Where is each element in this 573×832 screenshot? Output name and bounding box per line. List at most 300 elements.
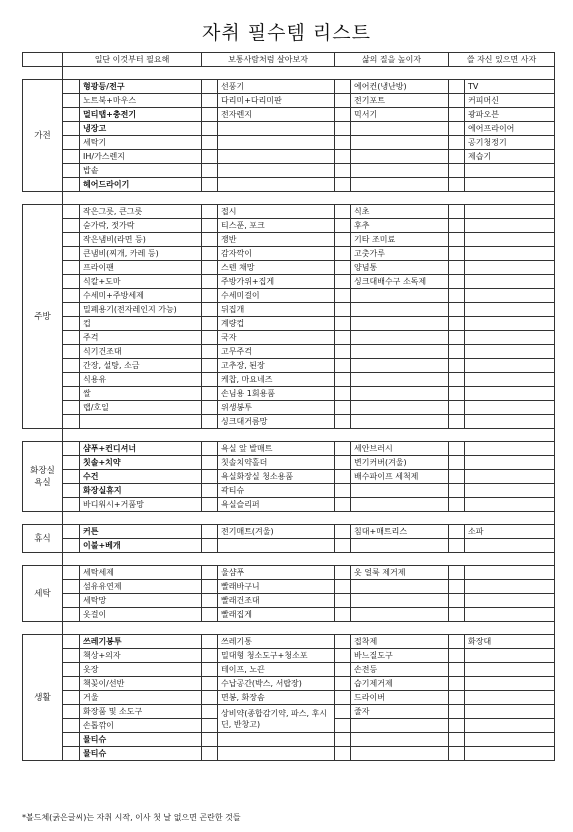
checkbox-cell[interactable] bbox=[63, 122, 80, 136]
checkbox-cell[interactable] bbox=[449, 733, 465, 747]
item-cell: 세탁세제 bbox=[80, 566, 202, 580]
item-cell: 수세미걸이 bbox=[218, 289, 335, 303]
item-cell: 상비약(종합감기약, 파스, 후시딘, 반창고) bbox=[218, 705, 335, 733]
checkbox-cell[interactable] bbox=[449, 594, 465, 608]
checkbox-cell[interactable] bbox=[63, 150, 80, 164]
section-gap bbox=[23, 429, 555, 442]
checkbox-cell[interactable] bbox=[202, 580, 218, 594]
checkbox-cell[interactable] bbox=[63, 247, 80, 261]
item-cell: 주방가위+집게 bbox=[218, 275, 335, 289]
checkbox-cell[interactable] bbox=[63, 663, 80, 677]
checkbox-cell[interactable] bbox=[335, 345, 351, 359]
checkbox-cell[interactable] bbox=[335, 80, 351, 94]
item-cell: 바느질도구 bbox=[351, 649, 449, 663]
checkbox-cell[interactable] bbox=[449, 691, 465, 705]
checkbox-cell[interactable] bbox=[335, 649, 351, 663]
checkbox-cell[interactable] bbox=[63, 401, 80, 415]
checkbox-cell[interactable] bbox=[335, 456, 351, 470]
list-row bbox=[23, 247, 555, 261]
item-cell: 멀티탭+충전기 bbox=[80, 108, 202, 122]
checkbox-cell[interactable] bbox=[63, 373, 80, 387]
checkbox-cell[interactable] bbox=[335, 150, 351, 164]
checkbox-cell[interactable] bbox=[449, 317, 465, 331]
checkbox-cell[interactable] bbox=[202, 233, 218, 247]
checkbox-cell[interactable] bbox=[202, 219, 218, 233]
column-header: 쓸 자신 있으면 사자 bbox=[449, 53, 555, 67]
item-cell bbox=[351, 359, 449, 373]
checkbox-cell[interactable] bbox=[335, 442, 351, 456]
list-row bbox=[23, 205, 555, 219]
item-cell: 수건 bbox=[80, 470, 202, 484]
checkbox-cell[interactable] bbox=[63, 608, 80, 622]
item-cell bbox=[465, 415, 555, 429]
checkbox-cell[interactable] bbox=[449, 635, 465, 649]
checkbox-cell[interactable] bbox=[449, 456, 465, 470]
checkbox-cell[interactable] bbox=[335, 387, 351, 401]
item-cell bbox=[351, 733, 449, 747]
item-cell: 에어컨(냉난방) bbox=[351, 80, 449, 94]
checkbox-cell[interactable] bbox=[335, 275, 351, 289]
checkbox-cell[interactable] bbox=[449, 331, 465, 345]
checkbox-cell[interactable] bbox=[449, 663, 465, 677]
checkbox-cell[interactable] bbox=[449, 580, 465, 594]
item-cell: 빨래건조대 bbox=[218, 594, 335, 608]
list-row bbox=[23, 635, 555, 649]
checkbox-cell[interactable] bbox=[202, 108, 218, 122]
item-cell bbox=[218, 136, 335, 150]
checkbox-cell[interactable] bbox=[202, 303, 218, 317]
checkbox-cell[interactable] bbox=[449, 205, 465, 219]
checkbox-cell[interactable] bbox=[335, 484, 351, 498]
checkbox-cell[interactable] bbox=[335, 233, 351, 247]
checkbox-cell[interactable] bbox=[202, 484, 218, 498]
checkbox-cell[interactable] bbox=[202, 608, 218, 622]
checkbox-cell[interactable] bbox=[335, 691, 351, 705]
checkbox-cell[interactable] bbox=[202, 359, 218, 373]
checkbox-cell[interactable] bbox=[63, 136, 80, 150]
checkbox-cell[interactable] bbox=[335, 359, 351, 373]
list-row bbox=[23, 456, 555, 470]
checkbox-cell[interactable] bbox=[63, 178, 80, 192]
list-row bbox=[23, 387, 555, 401]
checkbox-cell[interactable] bbox=[449, 247, 465, 261]
checkbox-cell[interactable] bbox=[202, 677, 218, 691]
section-gap bbox=[23, 512, 555, 525]
checkbox-cell[interactable] bbox=[63, 108, 80, 122]
item-cell bbox=[465, 401, 555, 415]
checkbox-cell[interactable] bbox=[202, 705, 218, 719]
checkbox-cell[interactable] bbox=[202, 456, 218, 470]
checkbox-cell[interactable] bbox=[449, 387, 465, 401]
checkbox-cell[interactable] bbox=[63, 470, 80, 484]
gap-cell bbox=[63, 67, 555, 80]
checkbox-cell[interactable] bbox=[335, 373, 351, 387]
checkbox-cell[interactable] bbox=[449, 94, 465, 108]
checkbox-cell[interactable] bbox=[335, 498, 351, 512]
item-cell: 소파 bbox=[465, 525, 555, 539]
checkbox-cell[interactable] bbox=[202, 635, 218, 649]
item-cell: 제습기 bbox=[465, 150, 555, 164]
item-cell: 커튼 bbox=[80, 525, 202, 539]
item-cell bbox=[465, 719, 555, 733]
item-cell: 냉장고 bbox=[80, 122, 202, 136]
item-cell bbox=[218, 164, 335, 178]
checkbox-cell[interactable] bbox=[202, 275, 218, 289]
checkbox-cell[interactable] bbox=[202, 94, 218, 108]
checkbox-cell[interactable] bbox=[335, 164, 351, 178]
checkbox-cell[interactable] bbox=[449, 122, 465, 136]
list-row bbox=[23, 580, 555, 594]
section-label: 주방 bbox=[23, 205, 63, 429]
list-row bbox=[23, 566, 555, 580]
item-cell bbox=[351, 178, 449, 192]
checkbox-cell[interactable] bbox=[335, 289, 351, 303]
checkbox-cell[interactable] bbox=[63, 261, 80, 275]
item-cell bbox=[465, 484, 555, 498]
item-cell: 티스푼, 포크 bbox=[218, 219, 335, 233]
checkbox-cell[interactable] bbox=[335, 401, 351, 415]
item-cell: 침대+매트리스 bbox=[351, 525, 449, 539]
item-cell bbox=[465, 608, 555, 622]
item-cell: 물티슈 bbox=[80, 747, 202, 761]
checkbox-cell[interactable] bbox=[63, 677, 80, 691]
list-row bbox=[23, 94, 555, 108]
list-row bbox=[23, 178, 555, 192]
checkbox-cell[interactable] bbox=[449, 470, 465, 484]
checkbox-cell[interactable] bbox=[449, 261, 465, 275]
checkbox-cell[interactable] bbox=[63, 566, 80, 580]
checkbox-cell[interactable] bbox=[63, 442, 80, 456]
checkbox-cell[interactable] bbox=[202, 539, 218, 553]
checkbox-cell[interactable] bbox=[63, 484, 80, 498]
checkbox-cell[interactable] bbox=[335, 705, 351, 719]
checkbox-cell[interactable] bbox=[63, 580, 80, 594]
checkbox-cell[interactable] bbox=[449, 415, 465, 429]
list-row bbox=[23, 373, 555, 387]
checkbox-cell[interactable] bbox=[202, 164, 218, 178]
list-row bbox=[23, 663, 555, 677]
column-header: 일단 이것부터 필요해 bbox=[63, 53, 202, 67]
checkbox-cell[interactable] bbox=[63, 539, 80, 553]
checkbox-cell[interactable] bbox=[335, 719, 351, 733]
item-cell bbox=[465, 219, 555, 233]
item-cell bbox=[218, 122, 335, 136]
checkbox-cell[interactable] bbox=[449, 80, 465, 94]
checkbox-cell[interactable] bbox=[335, 205, 351, 219]
checkbox-cell[interactable] bbox=[202, 691, 218, 705]
item-cell: 커피머신 bbox=[465, 94, 555, 108]
checkbox-cell[interactable] bbox=[449, 345, 465, 359]
list-row bbox=[23, 261, 555, 275]
section-label: 휴식 bbox=[23, 525, 63, 553]
item-cell: 공기청정기 bbox=[465, 136, 555, 150]
checkbox-cell[interactable] bbox=[449, 525, 465, 539]
item-cell: 싱크대배수구 소독제 bbox=[351, 275, 449, 289]
item-cell bbox=[351, 498, 449, 512]
checkbox-cell[interactable] bbox=[449, 677, 465, 691]
item-cell: 책상+의자 bbox=[80, 649, 202, 663]
checkbox-cell[interactable] bbox=[63, 733, 80, 747]
item-cell: 노트북+마우스 bbox=[80, 94, 202, 108]
item-cell: 변기커버(겨울) bbox=[351, 456, 449, 470]
gap-cell bbox=[23, 67, 63, 80]
checkbox-cell[interactable] bbox=[335, 108, 351, 122]
checkbox-cell[interactable] bbox=[63, 649, 80, 663]
checkbox-cell[interactable] bbox=[449, 608, 465, 622]
checkbox-cell[interactable] bbox=[63, 94, 80, 108]
list-row bbox=[23, 415, 555, 429]
checkbox-cell[interactable] bbox=[202, 247, 218, 261]
item-cell bbox=[465, 456, 555, 470]
checkbox-cell[interactable] bbox=[449, 275, 465, 289]
list-row bbox=[23, 275, 555, 289]
checkbox-cell[interactable] bbox=[202, 178, 218, 192]
checkbox-cell[interactable] bbox=[63, 747, 80, 761]
checkbox-cell[interactable] bbox=[63, 303, 80, 317]
checkbox-cell[interactable] bbox=[449, 566, 465, 580]
checkbox-cell[interactable] bbox=[202, 525, 218, 539]
checkbox-cell[interactable] bbox=[63, 331, 80, 345]
checkbox-cell[interactable] bbox=[202, 401, 218, 415]
checkbox-cell[interactable] bbox=[449, 705, 465, 719]
checkbox-cell[interactable] bbox=[202, 122, 218, 136]
checkbox-cell[interactable] bbox=[449, 442, 465, 456]
checkbox-cell[interactable] bbox=[335, 136, 351, 150]
item-cell bbox=[465, 359, 555, 373]
checkbox-cell[interactable] bbox=[335, 580, 351, 594]
checkbox-cell[interactable] bbox=[335, 261, 351, 275]
checkbox-cell[interactable] bbox=[335, 317, 351, 331]
checkbox-cell[interactable] bbox=[63, 635, 80, 649]
checkbox-cell[interactable] bbox=[449, 719, 465, 733]
item-cell bbox=[351, 401, 449, 415]
checkbox-cell[interactable] bbox=[63, 415, 80, 429]
item-cell: 세탁기 bbox=[80, 136, 202, 150]
footnote: *볼드체(굵은글씨)는 자취 시작, 이사 첫 날 없으면 곤란한 것들 bbox=[22, 813, 241, 822]
checkbox-cell[interactable] bbox=[449, 747, 465, 761]
checkbox-cell[interactable] bbox=[63, 275, 80, 289]
item-cell bbox=[465, 247, 555, 261]
checkbox-cell[interactable] bbox=[202, 345, 218, 359]
item-cell: 싱크대거름망 bbox=[218, 415, 335, 429]
item-cell bbox=[465, 677, 555, 691]
item-cell: 옷 얼룩 제거제 bbox=[351, 566, 449, 580]
item-cell bbox=[351, 387, 449, 401]
checkbox-cell[interactable] bbox=[202, 649, 218, 663]
checkbox-cell[interactable] bbox=[202, 387, 218, 401]
checkbox-cell[interactable] bbox=[63, 594, 80, 608]
checkbox-cell[interactable] bbox=[63, 456, 80, 470]
checkbox-cell[interactable] bbox=[449, 539, 465, 553]
checkbox-cell[interactable] bbox=[63, 719, 80, 733]
checkbox-cell[interactable] bbox=[63, 387, 80, 401]
checkbox-cell[interactable] bbox=[63, 233, 80, 247]
checkbox-cell[interactable] bbox=[449, 178, 465, 192]
checkbox-cell[interactable] bbox=[63, 289, 80, 303]
list-row bbox=[23, 677, 555, 691]
checkbox-cell[interactable] bbox=[63, 80, 80, 94]
item-cell: 계량컵 bbox=[218, 317, 335, 331]
checkbox-cell[interactable] bbox=[335, 94, 351, 108]
checkbox-cell[interactable] bbox=[449, 498, 465, 512]
item-cell bbox=[465, 387, 555, 401]
item-cell: 국자 bbox=[218, 331, 335, 345]
checkbox-cell[interactable] bbox=[63, 164, 80, 178]
item-cell: 바디워시+거품망 bbox=[80, 498, 202, 512]
checkbox-cell[interactable] bbox=[335, 525, 351, 539]
list-row bbox=[23, 345, 555, 359]
checkbox-cell[interactable] bbox=[449, 150, 465, 164]
item-cell bbox=[351, 373, 449, 387]
item-cell: 욕실슬리퍼 bbox=[218, 498, 335, 512]
checkbox-cell[interactable] bbox=[335, 303, 351, 317]
checkbox-cell[interactable] bbox=[202, 498, 218, 512]
checkbox-cell[interactable] bbox=[335, 178, 351, 192]
item-cell bbox=[465, 470, 555, 484]
item-cell bbox=[465, 705, 555, 719]
gap-cell bbox=[23, 553, 63, 566]
section-label: 가전 bbox=[23, 80, 63, 192]
checkbox-cell[interactable] bbox=[449, 649, 465, 663]
item-cell: 손전등 bbox=[351, 663, 449, 677]
checkbox-cell[interactable] bbox=[449, 289, 465, 303]
checkbox-cell[interactable] bbox=[202, 594, 218, 608]
item-cell: 면봉, 화장솜 bbox=[218, 691, 335, 705]
checkbox-cell[interactable] bbox=[202, 80, 218, 94]
checkbox-cell[interactable] bbox=[335, 635, 351, 649]
checkbox-cell[interactable] bbox=[63, 691, 80, 705]
checkbox-cell[interactable] bbox=[202, 373, 218, 387]
checkbox-cell[interactable] bbox=[63, 359, 80, 373]
checkbox-cell[interactable] bbox=[335, 470, 351, 484]
checkbox-cell[interactable] bbox=[202, 205, 218, 219]
page-title: 자취 필수템 리스트 bbox=[202, 22, 371, 44]
item-cell bbox=[465, 205, 555, 219]
header-blank bbox=[23, 53, 63, 67]
gap-cell bbox=[63, 512, 555, 525]
section-label: 화장실 욕실 bbox=[23, 442, 63, 512]
checkbox-cell[interactable] bbox=[202, 747, 218, 761]
checkbox-cell[interactable] bbox=[202, 566, 218, 580]
checkbox-cell[interactable] bbox=[202, 719, 218, 733]
list-row bbox=[23, 649, 555, 663]
item-cell: 곽티슈 bbox=[218, 484, 335, 498]
checkbox-cell[interactable] bbox=[202, 317, 218, 331]
checkbox-cell[interactable] bbox=[335, 415, 351, 429]
item-cell: 화장실휴지 bbox=[80, 484, 202, 498]
list-row bbox=[23, 108, 555, 122]
list-row bbox=[23, 539, 555, 553]
checkbox-cell[interactable] bbox=[202, 289, 218, 303]
item-cell bbox=[465, 275, 555, 289]
checkbox-cell[interactable] bbox=[449, 233, 465, 247]
item-cell: 옷장 bbox=[80, 663, 202, 677]
item-cell: 쌀 bbox=[80, 387, 202, 401]
checkbox-cell[interactable] bbox=[449, 108, 465, 122]
item-cell bbox=[351, 539, 449, 553]
checkbox-cell[interactable] bbox=[335, 608, 351, 622]
checkbox-cell[interactable] bbox=[202, 150, 218, 164]
checkbox-cell[interactable] bbox=[202, 261, 218, 275]
list-row bbox=[23, 164, 555, 178]
checkbox-cell[interactable] bbox=[63, 705, 80, 719]
item-cell: 욕실화장실 청소용품 bbox=[218, 470, 335, 484]
item-cell: 감자깍이 bbox=[218, 247, 335, 261]
item-cell: 후추 bbox=[351, 219, 449, 233]
checkbox-cell[interactable] bbox=[449, 359, 465, 373]
checkbox-cell[interactable] bbox=[335, 219, 351, 233]
item-cell: IH/가스렌지 bbox=[80, 150, 202, 164]
checkbox-cell[interactable] bbox=[63, 219, 80, 233]
item-cell: 쓰레기통 bbox=[218, 635, 335, 649]
item-cell: 칫솔치약홀더 bbox=[218, 456, 335, 470]
item-cell: 물티슈 bbox=[80, 733, 202, 747]
item-cell: 헤어드라이기 bbox=[80, 178, 202, 192]
checkbox-cell[interactable] bbox=[63, 205, 80, 219]
checkbox-cell[interactable] bbox=[202, 331, 218, 345]
item-cell: 광파오븐 bbox=[465, 108, 555, 122]
gap-cell bbox=[23, 512, 63, 525]
checkbox-cell[interactable] bbox=[449, 303, 465, 317]
checkbox-cell[interactable] bbox=[202, 442, 218, 456]
gap-cell bbox=[63, 553, 555, 566]
checkbox-cell[interactable] bbox=[63, 525, 80, 539]
item-cell: 간장, 설탕, 소금 bbox=[80, 359, 202, 373]
checkbox-cell[interactable] bbox=[202, 136, 218, 150]
item-cell bbox=[465, 233, 555, 247]
item-cell: 에어프라이어 bbox=[465, 122, 555, 136]
checkbox-cell[interactable] bbox=[335, 594, 351, 608]
checkbox-cell[interactable] bbox=[335, 747, 351, 761]
checkbox-cell[interactable] bbox=[63, 317, 80, 331]
checkbox-cell[interactable] bbox=[335, 247, 351, 261]
checkbox-cell[interactable] bbox=[63, 345, 80, 359]
checkbox-cell[interactable] bbox=[202, 733, 218, 747]
item-cell: 케찹, 마요네즈 bbox=[218, 373, 335, 387]
checkbox-cell[interactable] bbox=[335, 663, 351, 677]
checkbox-cell[interactable] bbox=[335, 331, 351, 345]
checkbox-cell[interactable] bbox=[202, 470, 218, 484]
item-cell bbox=[351, 331, 449, 345]
item-cell bbox=[351, 580, 449, 594]
checkbox-cell[interactable] bbox=[449, 401, 465, 415]
checkbox-cell[interactable] bbox=[449, 136, 465, 150]
checkbox-cell[interactable] bbox=[335, 122, 351, 136]
checkbox-cell[interactable] bbox=[335, 677, 351, 691]
checkbox-cell[interactable] bbox=[335, 566, 351, 580]
checkbox-cell[interactable] bbox=[335, 733, 351, 747]
item-cell bbox=[218, 733, 335, 747]
item-cell bbox=[465, 164, 555, 178]
item-cell bbox=[465, 691, 555, 705]
checkbox-cell[interactable] bbox=[449, 373, 465, 387]
checkbox-cell[interactable] bbox=[202, 415, 218, 429]
checkbox-cell[interactable] bbox=[63, 498, 80, 512]
list-row bbox=[23, 331, 555, 345]
item-cell: 작은냄비(라면 등) bbox=[80, 233, 202, 247]
item-cell: 고춧가루 bbox=[351, 247, 449, 261]
checkbox-cell[interactable] bbox=[449, 484, 465, 498]
checkbox-cell[interactable] bbox=[449, 219, 465, 233]
item-cell: 뒤집개 bbox=[218, 303, 335, 317]
checkbox-cell[interactable] bbox=[202, 663, 218, 677]
checkbox-cell[interactable] bbox=[335, 539, 351, 553]
checkbox-cell[interactable] bbox=[449, 164, 465, 178]
item-cell: 배수파이프 세척제 bbox=[351, 470, 449, 484]
item-cell: 식기건조대 bbox=[80, 345, 202, 359]
item-cell: 프라이팬 bbox=[80, 261, 202, 275]
item-cell bbox=[218, 747, 335, 761]
